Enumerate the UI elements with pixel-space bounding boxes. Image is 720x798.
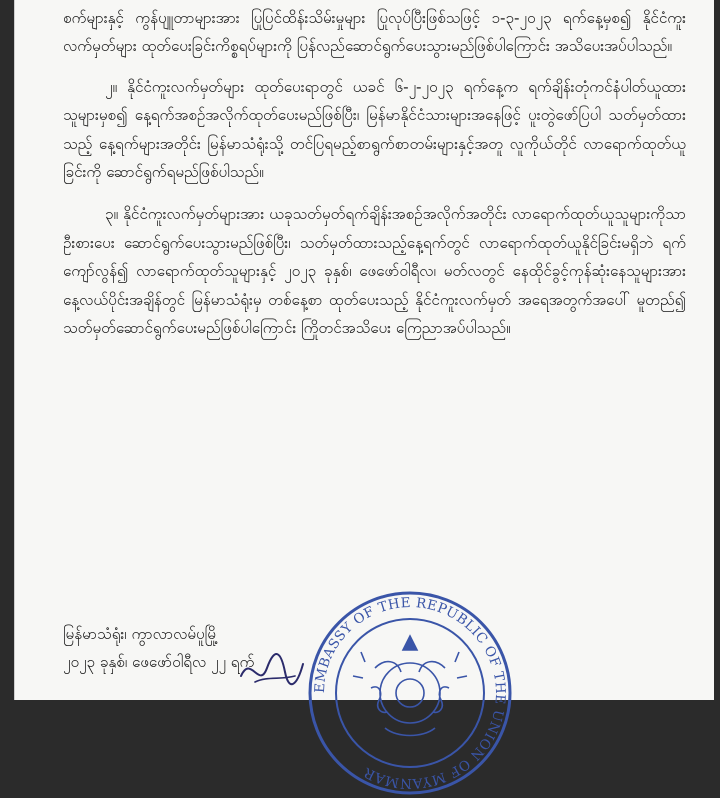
document-body bbox=[63, 4, 686, 342]
issue-date: ၂၀၂၃ ခုနှစ်၊ ဖေဖော်ဝါရီလ ၂၂ ရက် bbox=[63, 653, 255, 671]
paragraph-2: ၂။ နိုင်ငံကူးလက်မှတ်များ ထုတ်ပေးရာတွင် ယခင် ၆-၂-၂၀၂၃ ရက်နေ့က ရက်ချိန်းတုံကင်နံပါတ်ယူထားသူများမှစ၍ နေ့ရက်အစဉ်အလိုက်ထုတ်ပေးမည်ဖြစ်ပြီး၊ မြန်မာနိုင်ငံသားများအနေဖြင့် ပူးတွဲဖော်ပြပါ သတ်မှတ်ထားသည့် နေ့ရက်များအတိုင်း မြန်မာသံရုံးသို့ တင်ပြရမည့်စာရွက်စာတမ်းများနှင့်အတူ လူကိုယ်တိုင် လာရောက်ထုတ်ယူခြင်းကို ဆောင်ရွက်ရမည်ဖြစ်ပါသည်။ bbox=[63, 77, 686, 182]
svg-text:EMBASSY OF THE REPUBLIC OF THE bbox=[312, 595, 508, 791]
issuing-place: မြန်မာသံရုံး၊ ကွာလာလမ်ပူမြို့ bbox=[63, 625, 219, 643]
document-footer bbox=[63, 620, 254, 676]
paragraph-intro: စက်များနှင့် ကွန်ပျူတာများအား ပြုပြင်ထိန်းသိမ်းမှုများ ပြုလုပ်ပြီးဖြစ်သဖြင့် ၁-၃-၂၀၂၃ ရက်နေ့မှစ၍ နိုင်ငံကူးလက်မှတ်များ ထုတ်ပေးခြင်းကိစ္စရပ်များကို ပြန်လည်ဆောင်ရွက်ပေးသွားမည်ဖြစ်ပါကြောင်း အသိပေးအပ်ပါသည်။ bbox=[63, 9, 686, 56]
seal-emblem bbox=[353, 636, 467, 736]
embassy-seal bbox=[305, 588, 515, 798]
document-page bbox=[14, 0, 714, 792]
seal-text: EMBASSY OF THE REPUBLIC OF THE UNION OF MYANMAR bbox=[311, 594, 509, 792]
signature-image bbox=[237, 646, 307, 694]
paragraph-3: ၃။ နိုင်ငံကူးလက်မှတ်များအား ယခုသတ်မှတ်ရက်ချိန်းအစဉ်အလိုက်အတိုင်း လာရောက်ထုတ်ယူသူများကိုသာ ဦးစားပေး ဆောင်ရွက်ပေးသွားမည်ဖြစ်ပြီး၊ သတ်မှတ်ထားသည့်နေ့ရက်တွင် လာရောက်ထုတ်ယူနိုင်ခြင်းမရှိဘဲ ရက်ကျော်လွန်၍ လာရောက်ထုတ်သူများနှင့် ၂၀၂၃ ခုနှစ်၊ ဖေဖော်ဝါရီလ၊ မတ်လတွင် နေထိုင်ခွင့်ကုန်ဆုံးနေသူများအား နေ့လယ်ပိုင်းအချိန်တွင် မြန်မာသံရုံးမှ တစ်နေ့စာ ထုတ်ပေးသည့် နိုင်ငံကူးလက်မှတ် အရေအတွက်အပေါ် မူတည်၍ သတ်မှတ်ဆောင်ရွက်ပေးမည်ဖြစ်ပါကြောင်း ကြိုတင်အသိပေး ကြေညာအပ်ပါသည်။ bbox=[63, 205, 686, 338]
